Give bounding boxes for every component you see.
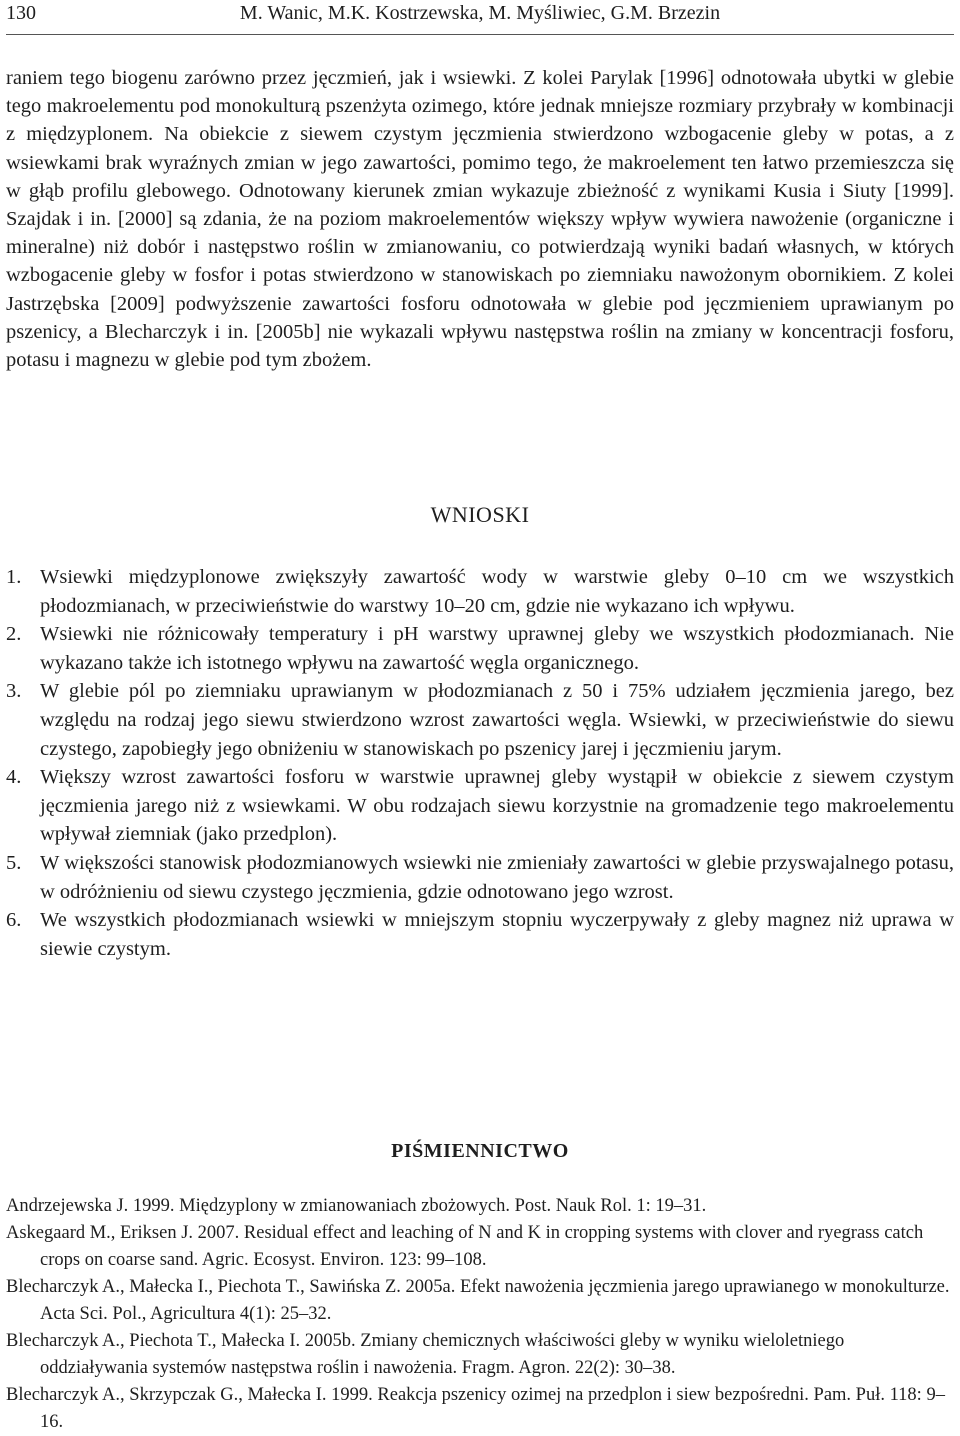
conclusions-heading: WNIOSKI <box>430 502 530 527</box>
conclusion-text: Wsiewki międzyplonowe zwiększyły zawartość wody w warstwie gleby 0–10 cm we wszystkich płodozmianach, w przeciwieństwie do warstwy 10–20 cm, gdzie nie wykazano ich wpływu. <box>40 566 954 617</box>
running-header <box>6 0 954 35</box>
conclusion-number: 2. <box>6 623 22 646</box>
conclusion-number: 6. <box>6 909 22 932</box>
reference-item: Blecharczyk A., Piechota T., Małecka I. 2005b. Zmiany chemicznych właściwości gleby w wyniku wieloletniego oddziaływania systemów następstwa roślin i nawożenia. Fragm. Agron. 22(2): 30–38. <box>6 1331 845 1378</box>
conclusion-number: 5. <box>6 851 22 874</box>
conclusion-item <box>6 620 954 677</box>
conclusion-text: W glebie pól po ziemniaku uprawianym w płodozmianach z 50 i 75% udziałem jęczmienia jarego, bez względu na rodzaj jego siewu stwierdzono wzrost zawartości węgla. Wsiewki, w przeciwieństwie do siewu czystego, zapobiegły jego obniżeniu w stanowiskach po pszenicy jarej i jęczmieniu jarym. <box>40 680 954 760</box>
reference-item: Andrzejewska J. 1999. Międzyplony w zmianowaniach zbożowych. Post. Nauk Rol. 1: 19–31. <box>6 1196 707 1216</box>
reference-item: Blecharczyk A., Skrzypczak G., Małecka I. 1999. Reakcja pszenicy ozimej na przedplon i siew bezpośredni. Pam. Puł. 118: 9–16. <box>6 1385 945 1432</box>
conclusion-number: 1. <box>6 566 22 588</box>
conclusions-list <box>6 563 954 963</box>
conclusion-text: Większy wzrost zawartości fosforu w warstwie uprawnej gleby wystąpił w obiekcie z siewem czystym jęczmienia jarego niż z wsiewkami. W obu rodzajach siewu korzystnie na gromadzenie tego makroelementu wpływał ziemniak (jako przedplon). <box>40 766 954 846</box>
header-authors: M. Wanic, M.K. Kostrzewska, M. Myśliwiec, G.M. Brzezin <box>239 2 721 24</box>
conclusion-item <box>6 763 954 849</box>
page-number: 130 <box>6 2 36 24</box>
conclusion-text: Wsiewki nie różnicowały temperatury i pH warstwy uprawnej gleby we wszystkich płodozmianach. Nie wykazano także ich istotnego wpływu na zawartość węgla organicznego. <box>40 623 954 674</box>
conclusion-number: 4. <box>6 766 22 789</box>
reference-item: Askegaard M., Eriksen J. 2007. Residual effect and leaching of N and K in cropping systems with clover and ryegrass catch crops on coarse sand. Agric. Ecosyst. Environ. 123: 99–108. <box>6 1223 924 1270</box>
reference-item: Blecharczyk A., Małecka I., Piechota T., Sawińska Z. 2005a. Efekt nawożenia jęczmienia jarego uprawianego w monokulturze. Acta Sci. Pol., Agricultura 4(1): 25–32. <box>6 1277 950 1324</box>
references-heading: PIŚMIENNICTWO <box>391 1140 569 1162</box>
conclusion-text: W większości stanowisk płodozmianowych wsiewki nie zmieniały zawartości w glebie przyswajalnego potasu, w odróżnieniu od siewu czystego jęczmienia, gdzie odnotowano jego wzrost. <box>40 851 954 903</box>
conclusion-item <box>6 849 954 906</box>
body-paragraph: raniem tego biogenu zarówno przez jęczmień, jak i wsiewki. Z kolei Parylak [1996] odnotowała ubytki w glebie tego makroelementu pod monokulturą pszenżyta ozimego, które jednak mniejsze rozmiary przybrały w kombinacji z międzyplonem. Na obiekcie z siewem czystym jęczmienia stwierdzono wzbogacenie gleby w potas, a z wsiewkami brak wyraźnych zmian w jego zawartości, pomimo tego, że makroelement ten łatwo przemieszcza się w głąb profilu glebowego. Odnotowany kierunek zmian wykazuje zbieżność z wynikami Kusia i Siuty [1999]. Szajdak i in. [2000] są zdania, że na poziom makroelementów większy wpływ wywiera nawożenie (organiczne i mineralne) niż dobór i następstwo roślin w zmianowaniu, co potwierdzają wyniki badań własnych, w których wzbogacenie gleby w fosfor i potas stwierdzono w stanowiskach po ziemniaku nawożonym obornikiem. Z kolei Jastrzębska [2009] podwyższenie zawartości fosforu odnotowała w glebie pod jęczmieniem uprawianym po pszenicy, a Blecharczyk i in. [2005b] nie wykazali wpływu następstwa roślin na zmiany w koncentracji fosforu, potasu i magnezu w glebie pod tym zbożem. <box>6 67 954 372</box>
conclusion-item <box>6 563 954 620</box>
conclusion-item <box>6 906 954 963</box>
conclusion-text: We wszystkich płodozmianach wsiewki w mniejszym stopniu wyczerpywały z gleby magnez niż uprawa w siewie czystym. <box>40 909 954 960</box>
conclusion-item <box>6 677 954 763</box>
body-section <box>6 64 954 374</box>
references-list <box>6 1193 954 1436</box>
conclusion-number: 3. <box>6 680 22 703</box>
